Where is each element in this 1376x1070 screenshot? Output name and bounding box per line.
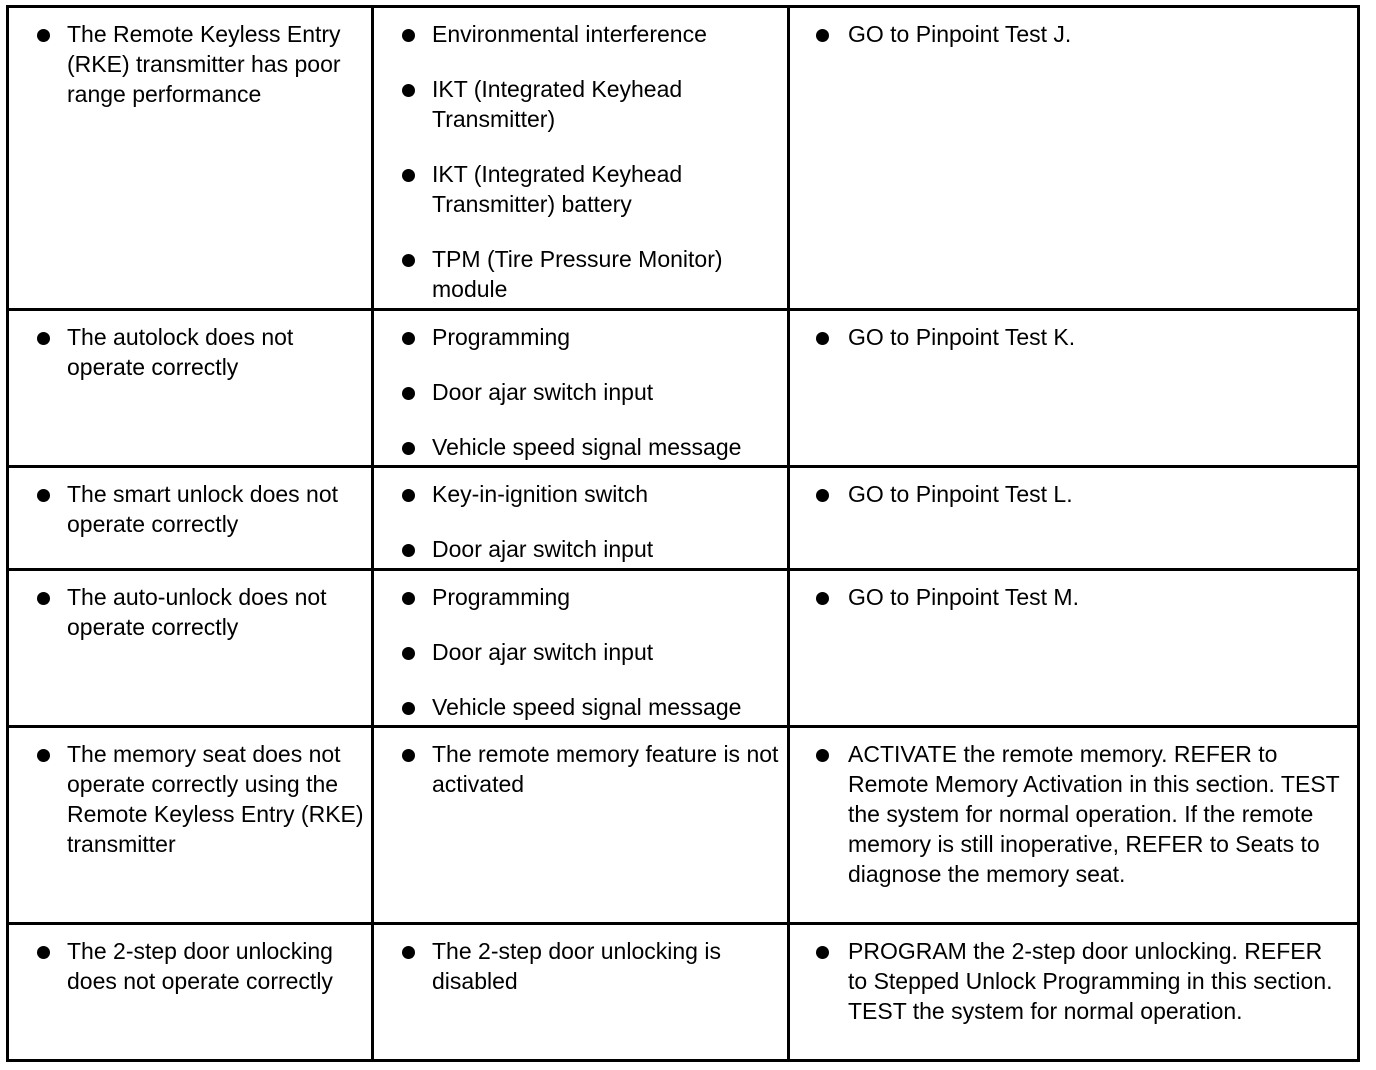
bullet-icon xyxy=(402,489,415,502)
condition-cell xyxy=(8,570,373,727)
list-item: IKT (Integrated Keyhead Transmitter) xyxy=(432,74,779,134)
list-item: Key-in-ignition switch xyxy=(432,479,779,509)
bullet-icon xyxy=(402,702,415,715)
list-item: The smart unlock does not operate correctly xyxy=(67,479,365,539)
table-row xyxy=(8,727,1359,924)
bullet-icon xyxy=(37,29,50,42)
list-item: Programming xyxy=(432,322,779,352)
list-item: GO to Pinpoint Test L. xyxy=(848,479,1347,509)
action-cell xyxy=(789,570,1359,727)
bullet-icon xyxy=(402,946,415,959)
action-cell xyxy=(789,7,1359,310)
table-row xyxy=(8,7,1359,310)
condition-cell xyxy=(8,467,373,570)
list-item: Door ajar switch input xyxy=(432,534,779,564)
list-item: The auto-unlock does not operate correctly xyxy=(67,582,365,642)
list-item: The Remote Keyless Entry (RKE) transmitter has poor range performance xyxy=(67,19,365,109)
list-item: Environmental interference xyxy=(432,19,779,49)
list-item: Vehicle speed signal message xyxy=(432,432,779,462)
bullet-icon xyxy=(402,647,415,660)
bullet-icon xyxy=(816,592,829,605)
bullet-icon xyxy=(816,332,829,345)
list-item: The 2-step door unlocking is disabled xyxy=(432,936,779,996)
list-item: Door ajar switch input xyxy=(432,637,779,667)
action-cell xyxy=(789,924,1359,1061)
possible-source-cell xyxy=(373,467,789,570)
bullet-icon xyxy=(402,332,415,345)
possible-source-cell xyxy=(373,7,789,310)
list-item: GO to Pinpoint Test J. xyxy=(848,19,1347,49)
list-item: Programming xyxy=(432,582,779,612)
table-row xyxy=(8,467,1359,570)
bullet-icon xyxy=(402,84,415,97)
table-row xyxy=(8,924,1359,1061)
list-item: GO to Pinpoint Test M. xyxy=(848,582,1347,612)
list-item: ACTIVATE the remote memory. REFER to Remote Memory Activation in this section. TEST the system for normal operation. If the remote memory is still inoperative, REFER to Seats to diagnose the memory seat. xyxy=(848,739,1347,889)
list-item: IKT (Integrated Keyhead Transmitter) battery xyxy=(432,159,779,219)
table-row xyxy=(8,310,1359,467)
list-item: The 2-step door unlocking does not operate correctly xyxy=(67,936,365,996)
list-item: Door ajar switch input xyxy=(432,377,779,407)
list-item: TPM (Tire Pressure Monitor) module xyxy=(432,244,779,304)
bullet-icon xyxy=(402,169,415,182)
bullet-icon xyxy=(402,442,415,455)
action-cell xyxy=(789,727,1359,924)
symptom-chart-table xyxy=(6,5,1360,1062)
bullet-icon xyxy=(816,749,829,762)
bullet-icon xyxy=(816,946,829,959)
action-cell xyxy=(789,467,1359,570)
condition-cell xyxy=(8,310,373,467)
list-item: GO to Pinpoint Test K. xyxy=(848,322,1347,352)
bullet-icon xyxy=(402,387,415,400)
list-item: PROGRAM the 2-step door unlocking. REFER to Stepped Unlock Programming in this section. TEST the system for normal operation. xyxy=(848,936,1347,1026)
bullet-icon xyxy=(816,29,829,42)
list-item: The memory seat does not operate correctly using the Remote Keyless Entry (RKE) transmitter xyxy=(67,739,365,859)
condition-cell xyxy=(8,7,373,310)
bullet-icon xyxy=(37,946,50,959)
bullet-icon xyxy=(402,29,415,42)
possible-source-cell xyxy=(373,570,789,727)
bullet-icon xyxy=(402,592,415,605)
possible-source-cell xyxy=(373,727,789,924)
bullet-icon xyxy=(37,749,50,762)
possible-source-cell xyxy=(373,310,789,467)
bullet-icon xyxy=(402,749,415,762)
list-item: Vehicle speed signal message xyxy=(432,692,779,722)
table-row xyxy=(8,570,1359,727)
condition-cell xyxy=(8,727,373,924)
bullet-icon xyxy=(37,489,50,502)
bullet-icon xyxy=(816,489,829,502)
bullet-icon xyxy=(402,254,415,267)
bullet-icon xyxy=(37,332,50,345)
condition-cell xyxy=(8,924,373,1061)
bullet-icon xyxy=(402,544,415,557)
bullet-icon xyxy=(37,592,50,605)
action-cell xyxy=(789,310,1359,467)
possible-source-cell xyxy=(373,924,789,1061)
list-item: The remote memory feature is not activated xyxy=(432,739,779,799)
list-item: The autolock does not operate correctly xyxy=(67,322,365,382)
